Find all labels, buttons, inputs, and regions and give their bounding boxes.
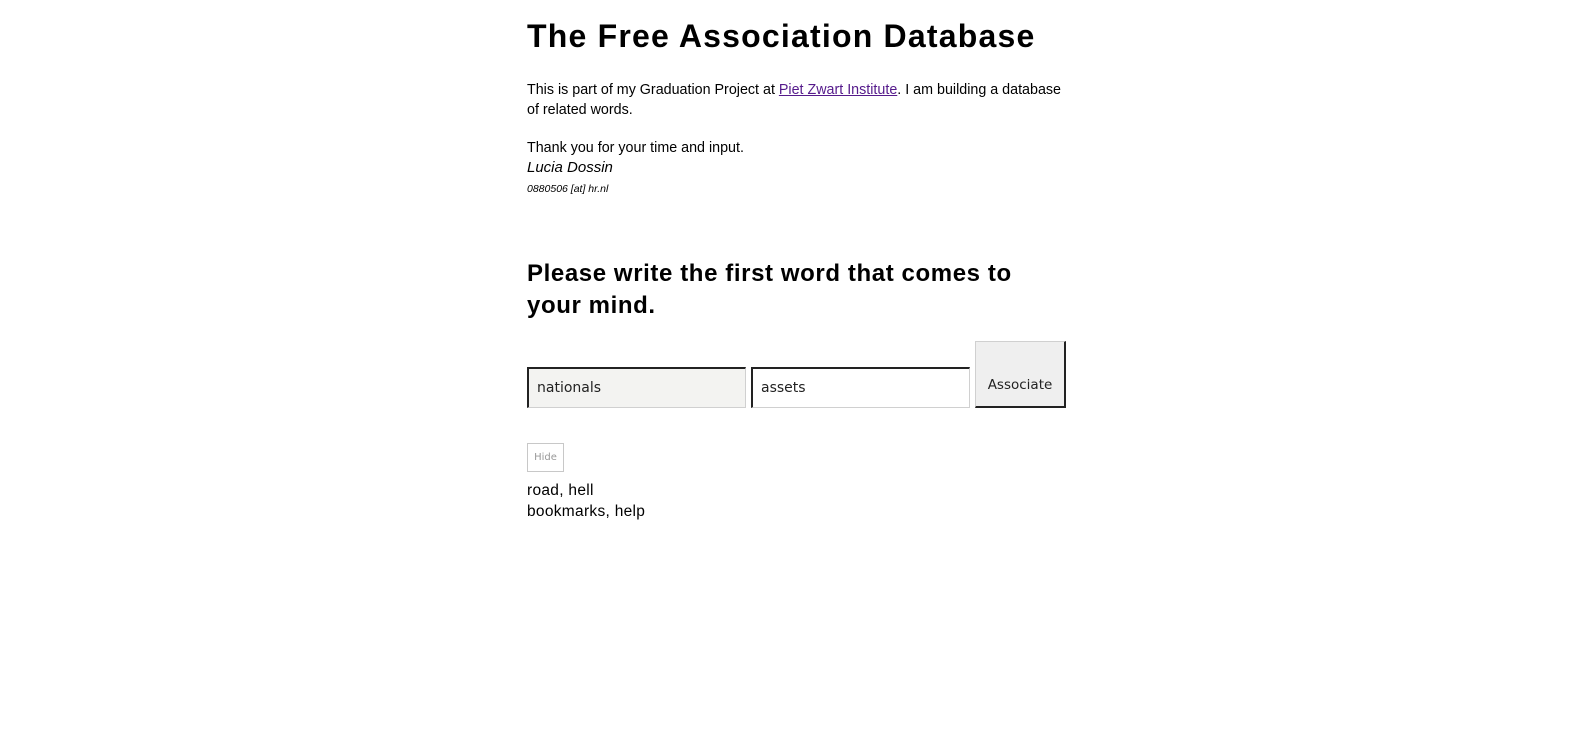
author-signature: Lucia Dossin — [527, 159, 613, 176]
author-email: 0880506 [at] hr.nl — [527, 183, 609, 195]
intro-paragraph — [527, 81, 1072, 120]
intro-text-after-link: . I am building a database of related words. — [527, 82, 1062, 118]
prompt-heading: Please write the first word that comes to your mind. — [527, 260, 1012, 319]
associate-button[interactable]: Associate — [975, 341, 1066, 408]
list-item: road, hell — [527, 482, 594, 499]
intro-text-before-link: This is part of my Graduation Project at — [527, 82, 779, 98]
association-list — [527, 480, 645, 522]
thanks-text: Thank you for your time and input. — [527, 140, 744, 156]
page-title: The Free Association Database — [527, 18, 1036, 54]
piet-zwart-institute-link[interactable]: Piet Zwart Institute — [778, 82, 898, 98]
answer-word-input[interactable] — [751, 367, 970, 408]
given-word-field[interactable] — [527, 367, 746, 408]
hide-button[interactable]: Hide — [527, 443, 564, 472]
list-item: bookmarks, help — [527, 503, 646, 520]
